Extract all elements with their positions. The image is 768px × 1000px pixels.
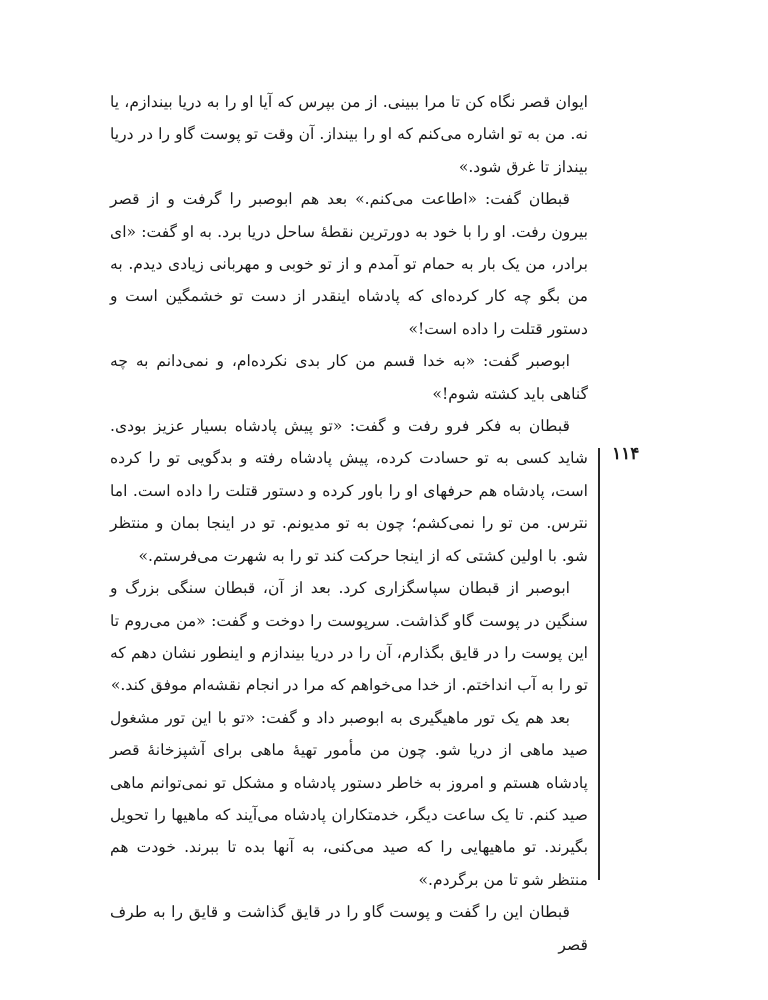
paragraph: ابوصبر از قبطان سپاسگزاری کرد. بعد از آن، قبطان سنگی بزرگ و سنگین در پوست گاو گذاشت. سرپوست را دوخت و گفت: «من می‌روم تا این پوست را در قایق بگذارم، آن را در دریا بیندازم و اینطور نشان دهم که تو را به آب انداختم. از خدا می‌خواهم که مرا در انجام نقشه‌ام موفق کند.» <box>110 579 588 695</box>
page-number: ۱۱۴ <box>612 444 640 464</box>
margin-rule <box>598 448 600 880</box>
paragraph: ابوصبر گفت: «به خدا قسم من کار بدی نکرده‌ام، و نمی‌دانم به چه گناهی باید کشته شوم!» <box>110 352 588 403</box>
paragraph: قبطان گفت: «اطاعت می‌کنم.» بعد هم ابوصبر را گرفت و از قصر بیرون رفت. او را با خود به دورترین نقطهٔ ساحل دریا برد. به او گفت: «ای برادر، من یک بار به حمام تو آمدم و از تو خوبی و مهربانی زیادی دیدم. به من بگو چه کار کرده‌ای که پادشاه اینقدر از دست تو خشمگین است و دستور قتلت را داده است!» <box>110 190 588 338</box>
paragraph: بعد هم یک تور ماهیگیری به ابوصبر داد و گفت: «تو با این تور مشغول صید ماهی از دریا شو. چون من مأمور تهیهٔ ماهی برای آشپزخانهٔ قصر پادشاه هستم و امروز به خاطر دستور پادشاه و مشکل تو نمی‌توانم ماهی صید کنم. تا یک ساعت دیگر، خدمتکاران پادشاه می‌آیند که ماهیها را تحویل بگیرند. تو ماهیهایی را که صید می‌کنی، به آنها بده تا ببرند. خودت هم منتظر شو تا من برگردم.» <box>110 708 588 889</box>
page-body <box>110 86 588 961</box>
paragraph: قبطان این را گفت و پوست گاو را در قایق گذاشت و قایق را به طرف قصر <box>110 903 588 954</box>
paragraph: قبطان به فکر فرو رفت و گفت: «تو پیش پادشاه بسیار عزیز بودی. شاید کسی به تو حسادت کرده، پیش پادشاه رفته و بدگویی تو را کرده است، پادشاه هم حرفهای او را باور کرده و دستور قتلت را داده است. اما نترس. من تو را نمی‌کشم؛ چون به تو مدیونم. تو در اینجا بمان و منتظر شو. با اولین کشتی که از اینجا حرکت کند تو را به شهرت می‌فرستم.» <box>110 417 588 565</box>
paragraph-continuation: ایوان قصر نگاه کن تا مرا ببینی. از من بپرس که آیا او را به دریا بیندازم، یا نه. من به تو اشاره می‌کنم که او را بینداز. آن وقت تو پوست گاو را در دریا بینداز تا غرق شود.» <box>110 93 588 176</box>
